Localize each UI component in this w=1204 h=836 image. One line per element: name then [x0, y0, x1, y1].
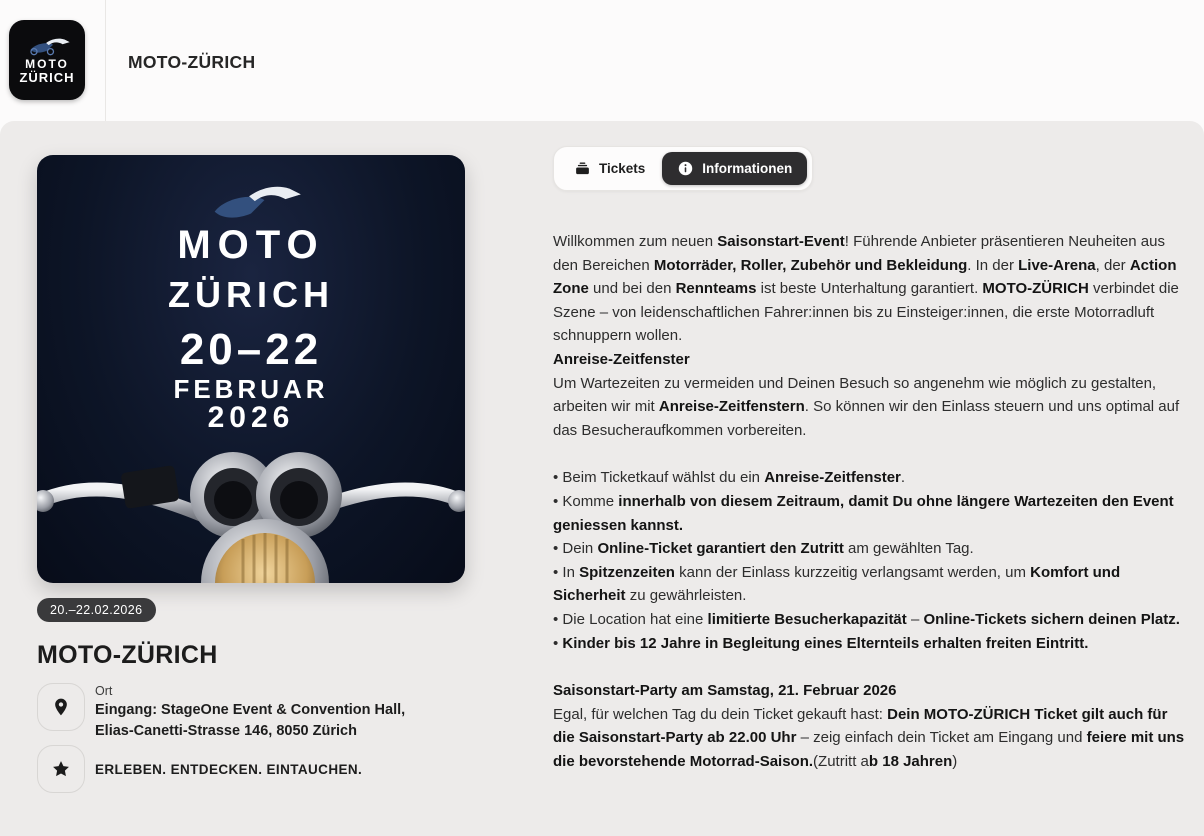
article-spacer: [553, 655, 1185, 679]
location-text: [95, 683, 430, 742]
location-icon-box: [37, 683, 85, 731]
location-row: [37, 683, 430, 742]
tagline-icon-box: [37, 745, 85, 793]
map-pin-icon: [51, 697, 71, 717]
poster-date-line3: 2026: [207, 401, 295, 434]
location-label: Ort: [95, 684, 113, 698]
handlebars-photo: [37, 433, 465, 583]
tab-tickets-label: Tickets: [599, 161, 646, 176]
star-icon: [51, 759, 71, 779]
poster-date-line1: 20–22: [179, 325, 323, 374]
location-value: Eingang: StageOne Event & Convention Hall, Elias-Canetti-Strasse 146, 8050 Zürich: [95, 702, 406, 739]
article-paragraph: Um Wartezeiten zu vermeiden und Deinen Besuch so angenehm wie möglich zu gestalten, arbeiten wir mit Anreise-Zeitfenstern. So können wir den Einlass steuern und uns optimal auf das Besucheraufkommen vorbereiten.: [553, 374, 1180, 439]
tab-informationen-label: Informationen: [702, 161, 793, 176]
tagline-row: [37, 745, 362, 793]
header-divider: [105, 0, 106, 121]
poster-brand-line1: MOTO: [177, 223, 325, 267]
page-title: MOTO-ZÜRICH: [128, 52, 256, 72]
event-tagline: ERLEBEN. ENTDECKEN. EINTAUCHEN.: [95, 761, 363, 777]
article-heading: Saisonstart-Party am Samstag, 21. Februar 2026: [553, 682, 897, 700]
ticket-icon: [574, 160, 591, 177]
content-panel: [0, 121, 1204, 836]
event-date-badge: 20.–22.02.2026: [37, 598, 156, 622]
tab-informationen[interactable]: [662, 152, 807, 185]
article-bullet: • Die Location hat eine limitierte Besucherkapazität – Online-Tickets sichern deinen Platz.: [553, 610, 1180, 628]
poster-date-line2: FEBRUAR: [173, 374, 329, 404]
article-heading: Anreise-Zeitfenster: [553, 350, 690, 368]
logo-text-line2: ZÜRICH: [19, 70, 75, 85]
article-spacer: [553, 442, 1185, 466]
article-bullet: • Kinder bis 12 Jahre in Begleitung eines Elternteils erhalten freiten Eintritt.: [553, 634, 1089, 652]
logo-text-line1: MOTO: [25, 57, 69, 71]
article-bullet: • In Spitzenzeiten kann der Einlass kurzzeitig verlangsamt werden, um Komfort und Sicherheit zu gewährleisten.: [553, 563, 1121, 605]
article-bullet: • Dein Online-Ticket garantiert den Zutritt am gewählten Tag.: [553, 540, 974, 558]
tab-bar: [553, 146, 813, 191]
tab-tickets[interactable]: [559, 152, 660, 185]
article-paragraph: Willkommen zum neuen Saisonstart-Event! Führende Anbieter präsentieren Neuheiten aus den Bereichen Motorräder, Roller, Zubehör und Bekleidung. In der Live-Arena, der Action Zone und bei den Rennteams ist beste Unterhaltung garantiert. MOTO-ZÜRICH verbindet die Szene – von leidenschaftlichen Fahrer:innen bis zu Einsteiger:innen, die erste Motorradluft schnuppern wollen.: [553, 233, 1179, 345]
article-bullet: • Komme innerhalb von diesem Zeitraum, damit Du ohne längere Wartezeiten den Event geniessen kannst.: [553, 492, 1174, 534]
poster-brand-line2: ZÜRICH: [168, 274, 334, 315]
article-paragraph: Egal, für welchen Tag du dein Ticket gekauft hast: Dein MOTO-ZÜRICH Ticket gilt auch für die Saisonstart-Party ab 22.00 Uhr – zeig einfach dein Ticket am Eingang und feiere mit uns die bevorstehende Motorrad-Saison.(Zutritt ab 18 Jahren): [553, 705, 1185, 770]
app-header: [0, 0, 1204, 121]
brand-logo[interactable]: [9, 20, 85, 100]
motorcycle-icon: [21, 35, 73, 57]
article: [553, 230, 1185, 773]
article-bullet: • Beim Ticketkauf wählst du ein Anreise-Zeitfenster.: [553, 469, 906, 487]
event-poster: [37, 155, 465, 583]
event-title: MOTO-ZÜRICH: [37, 641, 218, 669]
info-icon: [677, 160, 694, 177]
